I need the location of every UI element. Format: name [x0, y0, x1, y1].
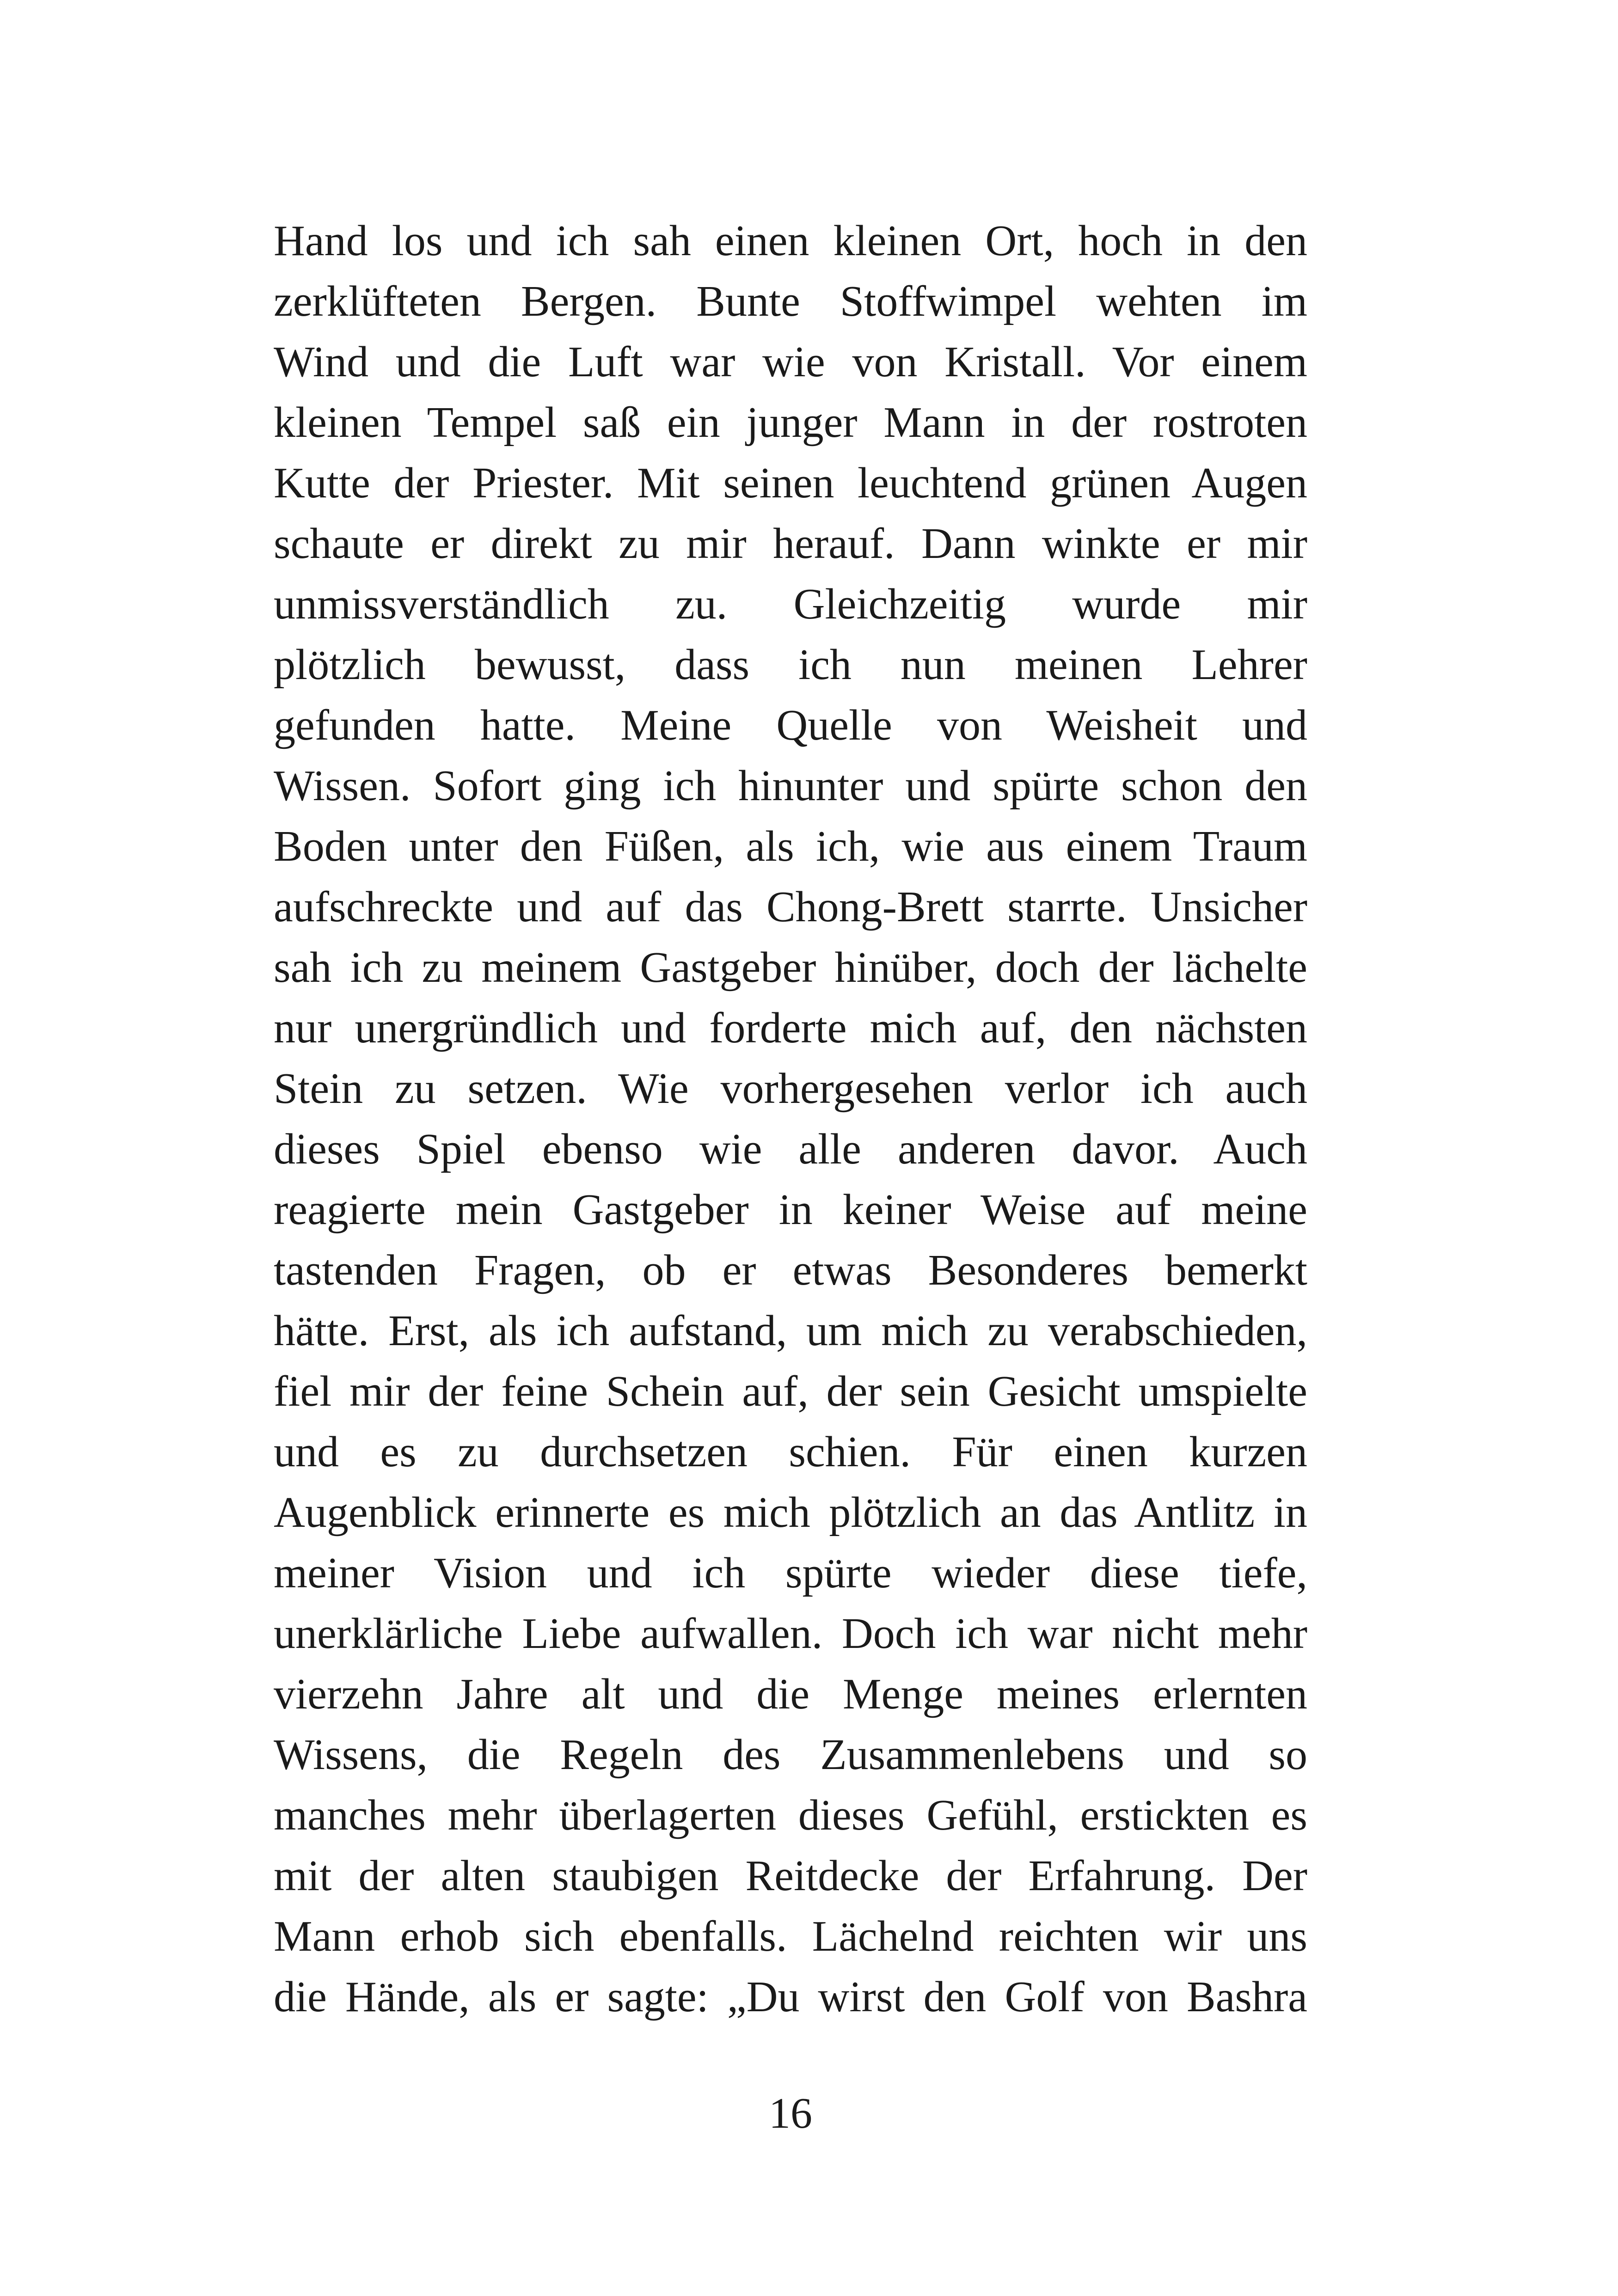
text-line: hätte. Erst, als ich aufstand, um mich zu verabschieden,: [274, 1307, 1307, 1355]
text-line: vierzehn Jahre alt und die Menge meines erlernten: [274, 1670, 1307, 1718]
text-line: unmissverständlich zu. Gleichzeitig wurde mir: [274, 580, 1307, 628]
text-line: Kutte der Priester. Mit seinen leuchtend grünen Augen: [274, 459, 1307, 507]
text-line: plötzlich bewusst, dass ich nun meinen Lehrer: [274, 641, 1307, 689]
text-line: unerklärliche Liebe aufwallen. Doch ich war nicht mehr: [274, 1610, 1307, 1658]
text-line: die Hände, als er sagte: „Du wirst den Golf von Bashra: [274, 1973, 1307, 2021]
text-line: fiel mir der feine Schein auf, der sein Gesicht umspielte: [274, 1367, 1307, 1415]
text-line: sah ich zu meinem Gastgeber hinüber, doch der lächelte: [274, 943, 1307, 992]
text-line: nur unergründlich und forderte mich auf, den nächsten: [274, 1004, 1307, 1052]
text-line: aufschreckte und auf das Chong-Brett starrte. Unsicher: [274, 883, 1307, 931]
text-line: Stein zu setzen. Wie vorhergesehen verlor ich auch: [274, 1065, 1307, 1113]
text-line: Wissen. Sofort ging ich hinunter und spürte schon den: [274, 762, 1307, 810]
text-line: zerklüfteten Bergen. Bunte Stoffwimpel wehten im: [274, 277, 1307, 325]
text-line: Hand los und ich sah einen kleinen Ort, hoch in den: [274, 217, 1307, 265]
text-line: reagierte mein Gastgeber in keiner Weise auf meine: [274, 1186, 1307, 1234]
text-line: Wind und die Luft war wie von Kristall. Vor einem: [274, 338, 1307, 386]
text-line: mit der alten staubigen Reitdecke der Erfahrung. Der: [274, 1852, 1307, 1900]
text-line: dieses Spiel ebenso wie alle anderen davor. Auch: [274, 1125, 1307, 1173]
text-line: meiner Vision und ich spürte wieder diese tiefe,: [274, 1549, 1307, 1597]
text-line: Boden unter den Füßen, als ich, wie aus einem Traum: [274, 822, 1307, 870]
text-line: und es zu durchsetzen schien. Für einen kurzen: [274, 1428, 1307, 1476]
text-line: kleinen Tempel saß ein junger Mann in der rostroten: [274, 398, 1307, 447]
body-text: [274, 211, 1307, 2027]
text-line: Wissens, die Regeln des Zusammenlebens und so: [274, 1731, 1307, 1779]
text-line: Augenblick erinnerte es mich plötzlich an das Antlitz in: [274, 1488, 1307, 1537]
text-line: gefunden hatte. Meine Quelle von Weisheit und: [274, 701, 1307, 749]
text-line: Mann erhob sich ebenfalls. Lächelnd reichten wir uns: [274, 1912, 1307, 1960]
text-line: tastenden Fragen, ob er etwas Besonderes bemerkt: [274, 1246, 1307, 1294]
text-line: schaute er direkt zu mir herauf. Dann winkte er mir: [274, 520, 1307, 568]
text-line: manches mehr überlagerten dieses Gefühl, erstickten es: [274, 1791, 1307, 1839]
page-number: 16: [769, 2089, 812, 2137]
